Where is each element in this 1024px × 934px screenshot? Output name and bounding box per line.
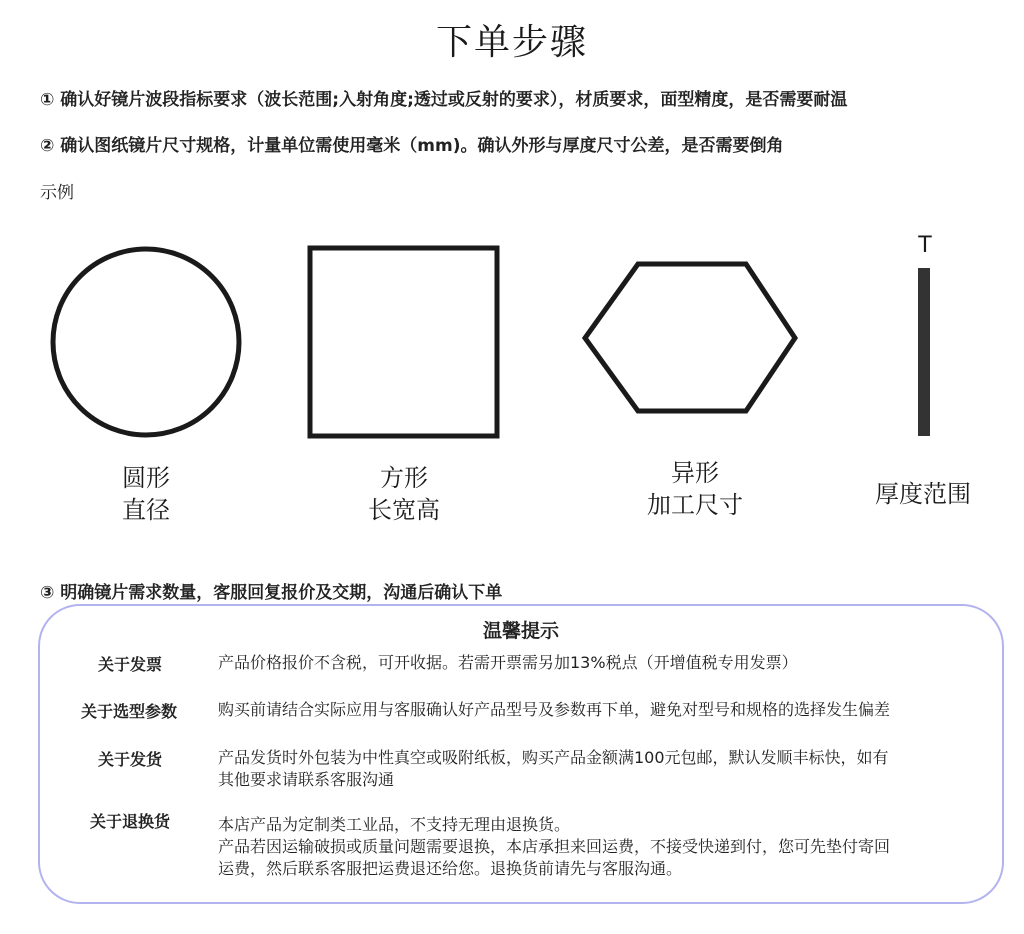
circle-shape: [53, 249, 239, 435]
irregular-label-line1: 异形: [671, 459, 719, 487]
tip-label-shipping: 关于发货: [97, 750, 162, 769]
circle-label-line2: 直径: [122, 496, 170, 524]
tip-line: 本店产品为定制类工业品，不支持无理由退换货。: [218, 815, 571, 834]
irregular-label-line2: 加工尺寸: [647, 491, 743, 519]
thickness-label-text: 厚度范围: [875, 480, 971, 508]
tip-line: 产品价格报价不含税，可开收据。若需开票需另加13%税点（开增值税专用发票）: [218, 653, 798, 672]
tip-label-invoice: 关于发票: [97, 655, 162, 674]
tip-label-selection: 关于选型参数: [80, 702, 177, 721]
square-shape: [310, 248, 497, 436]
tip-line: 运费，然后联系客服把运费退还给您。退换货前请先与客服沟通。: [218, 859, 683, 878]
example-label: 示例: [40, 183, 74, 203]
step-2: ② 确认图纸镜片尺寸规格，计量单位需使用毫米（mm)。确认外形与厚度尺寸公差，是否需要倒角: [40, 136, 784, 156]
square-label: [344, 462, 464, 526]
square-label-line2: 长宽高: [368, 496, 440, 524]
tip-text-selection: [218, 699, 1018, 721]
tip-text-shipping: [218, 747, 1018, 791]
irregular-label: [620, 457, 770, 521]
tip-line: 购买前请结合实际应用与客服确认好产品型号及参数再下单，避免对型号和规格的选择发生偏差: [218, 700, 891, 719]
thickness-label: [858, 478, 988, 510]
tip-label-returns: 关于退换货: [89, 812, 170, 831]
square-label-line1: 方形: [380, 464, 428, 492]
circle-label: [86, 462, 206, 526]
tips-box: [38, 604, 1004, 904]
tip-text-returns: [218, 814, 1018, 880]
tip-line: 其他要求请联系客服沟通: [218, 770, 395, 789]
tip-line: 产品发货时外包装为中性真空或吸附纸板，购买产品金额满100元包邮，默认发顺丰标快，如有: [218, 748, 889, 767]
tip-text-invoice: [218, 652, 1018, 674]
thickness-bar: [918, 268, 930, 436]
step-1: ① 确认好镜片波段指标要求（波长范围;入射角度;透过或反射的要求），材质要求，面型精度，是否需要耐温: [40, 90, 848, 110]
tip-line: 产品若因运输破损或质量问题需要退换，本店承担来回运费，不接受快递到付，您可先垫付寄回: [218, 837, 891, 856]
tips-title: 温馨提示: [482, 620, 559, 642]
step-3: ③ 明确镜片需求数量，客服回复报价及交期，沟通后确认下单: [40, 583, 503, 603]
page-title: 下单步骤: [435, 22, 588, 63]
circle-label-line1: 圆形: [122, 464, 170, 492]
thickness-marker: T: [918, 233, 932, 258]
hexagon-shape: [585, 264, 795, 411]
